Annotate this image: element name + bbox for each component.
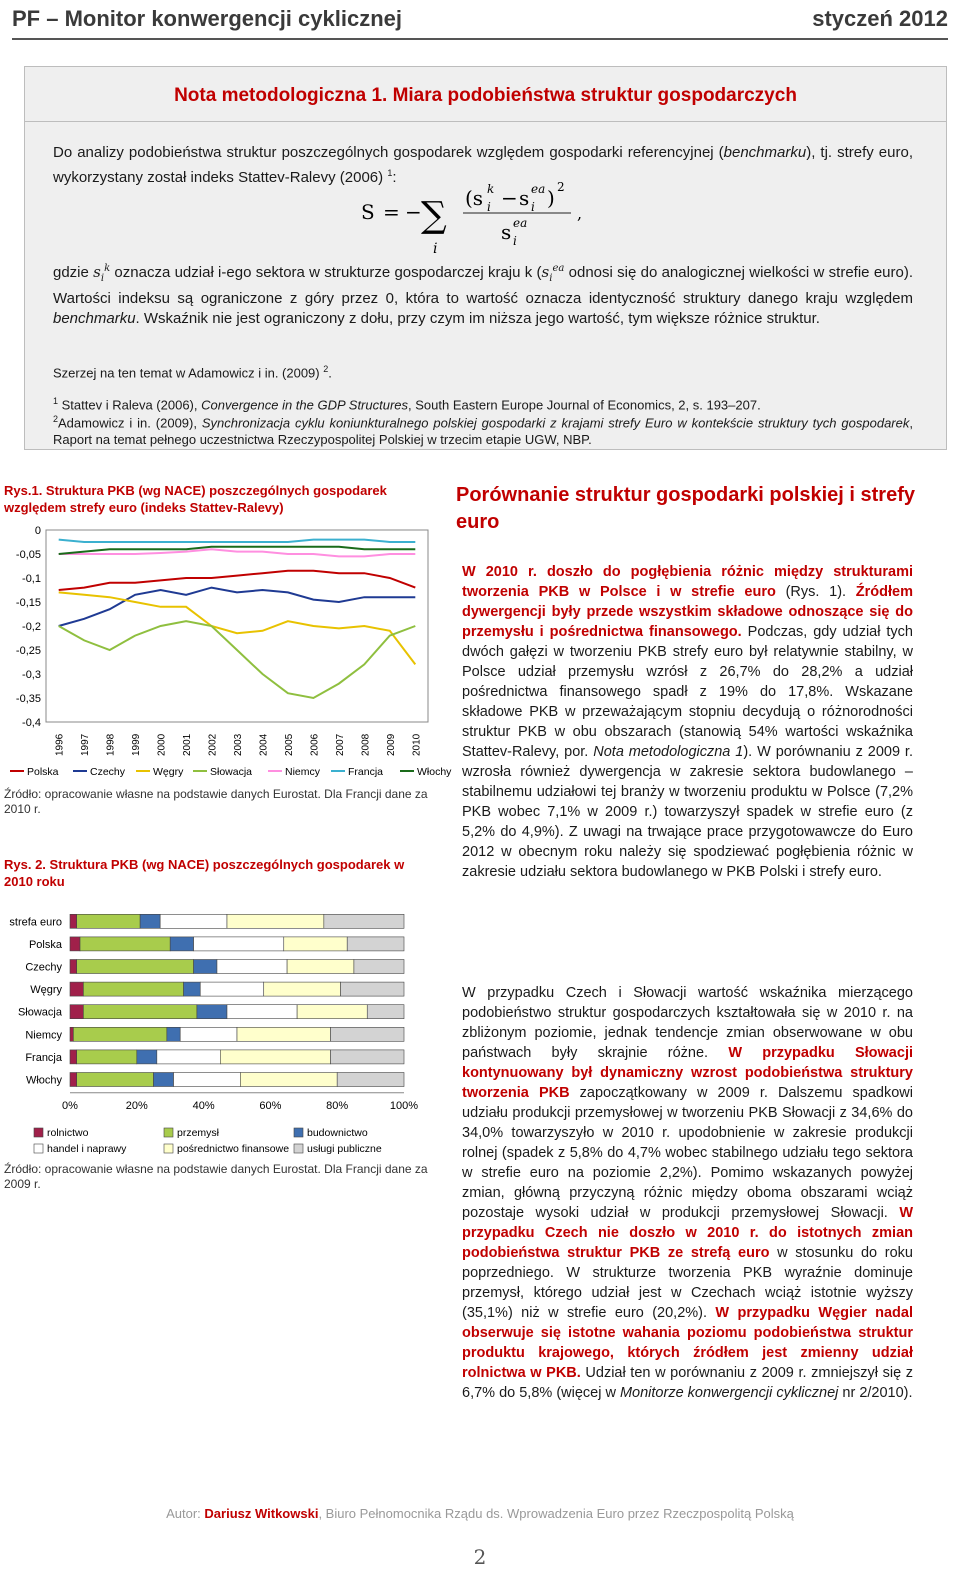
legend-label: usługi publiczne — [307, 1143, 382, 1155]
formula-k: k — [487, 182, 495, 196]
bar-segment-rolnictwo — [70, 937, 80, 951]
page-footer — [0, 1506, 960, 1521]
y-tick-label: -0,3 — [22, 669, 41, 681]
bar-segment-rolnictwo — [70, 960, 77, 974]
text-run: W przypadku Słowacji kontynuowany był dynamiczny wzrost podobieństwa struktury tworzenia PKB — [462, 1045, 913, 1101]
bar-segment-rolnictwo — [70, 1027, 73, 1041]
footnote-text: Adamowicz i in. (2009), — [58, 415, 197, 431]
legend-label: Polska — [27, 766, 59, 778]
legend-label: Słowacja — [210, 766, 253, 778]
text-run: Podczas, gdy udział tych dwóch gałęzi w tworzeniu PKB strefy euro był relatywnie stabilny, w Polsce udział przemysłu wzrósł z 26,7% do 28,2% a udział pośrednictwa finansowego spadł z 19% do 17,8%. Wskazane składowe PKB w przeważającym stopniu decydują o różnorodności struktur PKB w obu obszarach (stanowią 54% wartości wskaźnika Stattev-Ralevy, por. — [462, 624, 913, 760]
category-label: Polska — [28, 938, 62, 951]
plot-area — [46, 530, 428, 722]
bar-segment-pośrednictwo finansowe — [297, 1005, 367, 1019]
y-tick-label: -0,05 — [15, 549, 41, 561]
formula-minus: − — [405, 200, 422, 224]
symbol-s-ea: $s_i^{ea}$ — [541, 263, 565, 284]
formula-denominator: s — [501, 220, 512, 244]
note-text: : — [392, 169, 397, 186]
note-text-italic: benchmarku — [53, 310, 136, 327]
legend-label: Włochy — [417, 766, 452, 778]
text-run: Udział ten w porównaniu z 2009 r. zmniejszył się z 6,7% do 5,8% (więcej w — [462, 1365, 913, 1401]
bar-segment-handel i naprawy — [180, 1027, 237, 1041]
bar-segment-przemysł — [77, 1050, 137, 1064]
x-tick-label: 40% — [192, 1099, 215, 1112]
text-run: Monitorze konwergencji cyklicznej — [619, 1385, 839, 1401]
legend-label: Francja — [348, 766, 384, 778]
x-tick-label: 80% — [326, 1099, 349, 1112]
category-label: Niemcy — [25, 1029, 62, 1042]
bar-segment-budownictwo — [154, 1073, 174, 1087]
bar-segment-budownictwo — [167, 1027, 180, 1041]
analysis-paragraph-1 — [462, 562, 913, 882]
page-number: 2 — [473, 1545, 487, 1569]
bar-segment-usługi publiczne — [331, 1027, 404, 1041]
text-run: (Rys. 1). — [775, 584, 856, 600]
bar-segment-usługi publiczne — [331, 1050, 404, 1064]
formula-close-paren: ) — [547, 186, 555, 210]
footnote-text: , Raport na temat pełnego uczestnictwa Rzeczypospolitej Polskiej w trzecim etapie UGW, NBP. — [53, 415, 913, 448]
bar-segment-pośrednictwo finansowe — [237, 1027, 331, 1041]
bar-segment-pośrednictwo finansowe — [220, 1050, 330, 1064]
legend-label: handel i naprawy — [47, 1143, 127, 1155]
text-run: ). W porównaniu z 2009 r. wzrosła również dywergencja w zakresie sektora budowlanego – stabilnemu udziałowi tej branży w tworzeniu produktu w Polsce (7,2% PKB wobec 7,1% w 2009 r.) towarzyszył spadek w strefie euro (z 5,2% do 4,9%). Z uwagi na trwające prace przygotowawcze do Euro 2012 w obecnym roku należy się spodziewać pogłębienia różnic w zakresie udziału sektora budowlanego w PKB Polski i strefy euro. — [462, 744, 913, 880]
note-text: oznacza udział i-ego sektora w strukturze gospodarczej kraju k ( — [114, 264, 542, 281]
footnote-ref: 2 — [323, 364, 329, 374]
footnote-2 — [53, 411, 913, 448]
note-text: . Wskaźnik nie jest ograniczony z dołu, przy czym im niższa jego wartość, tym większe różnice struktur. — [135, 310, 820, 327]
legend-label: budownictwo — [307, 1127, 368, 1139]
bar-segment-handel i naprawy — [174, 1073, 241, 1087]
bar-segment-usługi publiczne — [347, 937, 404, 951]
bar-segment-handel i naprawy — [160, 914, 227, 928]
x-tick-label: 1998 — [105, 733, 117, 756]
formula-numerator: (s — [465, 186, 484, 210]
bar-segment-handel i naprawy — [194, 937, 284, 951]
y-tick-label: -0,15 — [15, 597, 41, 609]
bar-segment-usługi publiczne — [367, 1005, 404, 1019]
bar-segment-budownictwo — [140, 914, 160, 928]
bar-segment-usługi publiczne — [324, 914, 404, 928]
y-tick-label: -0,4 — [22, 717, 41, 729]
line-chart-stattev-raleva — [4, 520, 452, 788]
x-tick-label: 1997 — [80, 733, 92, 756]
footnote-text: , South Eastern Europe Journal of Economics, 2, s. 193–207. — [408, 397, 761, 413]
y-tick-label: -0,1 — [22, 573, 41, 585]
formula-s-ea: s — [519, 186, 530, 210]
stattev-raleva-formula — [361, 177, 621, 257]
text-run: W przypadku Węgier nadal obserwuje się istotne wahania poziomu podobieństwa struktur produktu krajowego, których źródłem jest zmienny udział rolnictwa w PKB. — [462, 1305, 913, 1381]
text-run: w stosunku do roku poprzedniego. W strukturze tworzenia PKB wyraźnie dominuje przemysł, którego udział jest w Czechach wciąż istotnie wyższy (35,1%) niż w strefie euro (20,2%). — [462, 1245, 913, 1321]
bar-segment-przemysł — [80, 937, 170, 951]
bar-segment-rolnictwo — [70, 1073, 77, 1087]
x-tick-label: 2002 — [207, 733, 219, 756]
legend-swatch — [34, 1144, 43, 1153]
header-date: styczeń 2012 — [812, 6, 948, 31]
x-tick-label: 2010 — [411, 733, 423, 756]
x-tick-label: 2009 — [385, 733, 397, 756]
note-paragraph-definition — [53, 259, 913, 329]
note-text: odnosi się do analogicznej wielkości w strefie euro). Wartości indeksu są ograniczone z góry przez 0, która to wartość oznacza identyczność struktury danego kraju względem — [53, 264, 913, 307]
formula-square: 2 — [557, 180, 565, 194]
x-tick-label: 2008 — [360, 733, 372, 756]
methodology-note-box — [24, 66, 947, 450]
y-tick-label: 0 — [34, 525, 41, 537]
legend-swatch — [294, 1128, 303, 1137]
category-label: Węgry — [30, 984, 62, 997]
bar-segment-handel i naprawy — [157, 1050, 220, 1064]
text-run: nr 2/2010). — [838, 1385, 913, 1401]
header-divider — [12, 38, 948, 40]
x-tick-label: 2003 — [233, 733, 244, 756]
page-header — [12, 6, 948, 36]
bar-segment-pośrednictwo finansowe — [240, 1073, 337, 1087]
text-run: Źródłem dywergencji były przede wszystkim składowe odnoszące się do przemysłu i pośrednictwa finansowego. — [462, 584, 913, 640]
footnote-text: Stattev i Raleva (2006), — [61, 397, 198, 413]
figure-1-source: Źródło: opracowanie własne na podstawie danych Eurostat. Dla Francji dane za 2010 r. — [4, 787, 428, 816]
figure-2-title: Rys. 2. Struktura PKB (wg NACE) poszczególnych gospodarek w 2010 roku — [4, 857, 405, 889]
bar-segment-rolnictwo — [70, 1005, 83, 1019]
legend-swatch — [34, 1128, 43, 1137]
note-divider — [25, 121, 946, 122]
note-text: gdzie — [53, 264, 89, 281]
text-run: zapoczątkowany w 2009 r. Dalszemu spadkowi udziału produkcji przemysłowej w tworzeniu PKB Słowacji z 34,6% do 34,0% towarzyszyło w 2010 r. upodobnienie w zakresie produkcji rolnej (spadek z 5,8% do 4,7% wobec stabilnego udziału tego sektora w strefie euro na poziomie 2,2%). Pomimo wskazanych powyżej zmian, główną przyczyną różnic między oboma obszarami wciąż pozostaje wysoki udział w produkcji przemysłowej Słowacji. — [462, 1085, 913, 1221]
bar-segment-przemysł — [73, 1027, 167, 1041]
figure-1-title: Rys.1. Struktura PKB (wg NACE) poszczególnych gospodarek względem strefy euro (indeks Stattev-Ralevy) — [4, 483, 387, 515]
formula-ea2: ea — [513, 216, 528, 230]
note-text-italic: benchmarku — [723, 144, 807, 161]
text-run: W przypadku Czech nie doszło w 2010 r. do istotnych zmian podobieństwa struktur PKB ze strefą euro — [462, 1205, 913, 1261]
figure-2-source: Źródło: opracowanie własne na podstawie danych Eurostat. Dla Francji dane za 2009 r. — [4, 1162, 428, 1191]
x-tick-label: 0% — [62, 1099, 78, 1112]
bar-segment-usługi publiczne — [341, 982, 404, 996]
bar-segment-usługi publiczne — [354, 960, 404, 974]
footer-author: Dariusz Witkowski — [204, 1506, 319, 1521]
y-tick-label: -0,25 — [15, 645, 41, 657]
x-tick-label: 2004 — [258, 733, 270, 756]
x-tick-label: 20% — [125, 1099, 148, 1112]
footnote-marker: 2 — [53, 414, 59, 424]
text-run: W przypadku Czech i Słowacji wartość wskaźnika mierzącego podobieństwo struktur gospodarczych kształtowała się w 2010 r. na zbliżonym poziomie, jednak tendencje zmian obserwowane w obu państwach były skrajnie różne. — [462, 985, 913, 1061]
legend-label: przemysł — [177, 1127, 220, 1139]
legend-swatch — [164, 1128, 173, 1137]
y-tick-label: -0,2 — [22, 621, 41, 633]
legend-label: Węgry — [153, 766, 184, 778]
formula-sigma: ∑ — [421, 195, 447, 236]
category-label: Czechy — [25, 961, 62, 974]
header-title: PF – Monitor konwergencji cyklicznej — [12, 6, 402, 31]
bar-segment-handel i naprawy — [227, 1005, 297, 1019]
bar-segment-przemysł — [77, 1073, 154, 1087]
bar-segment-przemysł — [77, 960, 194, 974]
bar-segment-handel i naprawy — [217, 960, 287, 974]
footnote-ref: 1 — [387, 168, 393, 178]
category-label: strefa euro — [9, 916, 62, 929]
x-tick-label: 2006 — [309, 733, 321, 756]
bar-segment-przemysł — [77, 914, 140, 928]
bar-segment-rolnictwo — [70, 1050, 77, 1064]
bar-segment-przemysł — [83, 1005, 197, 1019]
footer-suffix: , Biuro Pełnomocnika Rządu ds. Wprowadzenia Euro przez Rzeczpospolitą Polską — [318, 1506, 794, 1521]
footnote-italic: Synchronizacja cyklu koniunkturalnego polskiej gospodarki z krajami strefy Euro w kontekście struktury tych gospodarek — [201, 415, 910, 431]
bar-segment-pośrednictwo finansowe — [264, 982, 341, 996]
note-text: Do analizy podobieństwa struktur poszczególnych gospodarek względem gospodarki referencyjnej ( — [53, 144, 724, 161]
note-text: Szerzej na ten temat w Adamowicz i in. (2009) — [53, 365, 320, 381]
formula-sub-i2: i — [531, 200, 535, 214]
legend-label: rolnictwo — [47, 1127, 89, 1139]
bar-segment-budownictwo — [194, 960, 217, 974]
formula-ea: ea — [531, 182, 546, 196]
symbol-s-k: $s_i^k$ — [93, 263, 111, 284]
legend-swatch — [294, 1144, 303, 1153]
legend-label: Czechy — [90, 766, 126, 778]
bar-segment-handel i naprawy — [200, 982, 263, 996]
text-run: W 2010 r. doszło do pogłębienia różnic między strukturami tworzenia PKB w Polsce i w strefie euro — [462, 564, 913, 600]
stacked-bar-chart-gdp-structure — [4, 900, 436, 1160]
bar-segment-przemysł — [83, 982, 183, 996]
category-label: Francja — [25, 1051, 62, 1064]
bar-segment-rolnictwo — [70, 982, 83, 996]
y-tick-label: -0,35 — [15, 693, 41, 705]
bar-segment-rolnictwo — [70, 914, 77, 928]
footnote-italic: Convergence in the GDP Structures — [201, 397, 409, 413]
footnote-marker: 1 — [53, 396, 59, 406]
note-text: ), tj. strefy euro, wykorzystany został indeks Stattev-Ralevy (2006) — [53, 144, 913, 186]
x-tick-label: 2007 — [334, 733, 346, 756]
category-label: Słowacja — [17, 1006, 62, 1019]
legend-swatch — [164, 1144, 173, 1153]
note-further-reading: Szerzej na ten temat w Adamowicz i in. (2009) $^2$. — [53, 364, 332, 381]
formula-index: i — [433, 241, 438, 257]
section-title: Porównanie struktur gospodarki polskiej i strefy euro — [456, 484, 915, 533]
footer-prefix: Autor: — [166, 1506, 205, 1521]
bar-segment-pośrednictwo finansowe — [284, 937, 347, 951]
formula-sub-i3: i — [513, 234, 517, 248]
x-tick-label: 100% — [389, 1099, 419, 1112]
x-tick-label: 2000 — [156, 733, 168, 756]
formula-eq: = — [383, 200, 400, 224]
note-title: Nota metodologiczna 1. Miara podobieństwa struktur gospodarczych — [174, 85, 797, 106]
bar-segment-budownictwo — [197, 1005, 227, 1019]
x-tick-label: 2005 — [283, 733, 295, 756]
bar-segment-usługi publiczne — [337, 1073, 404, 1087]
analysis-paragraph-2 — [462, 983, 913, 1403]
bar-segment-budownictwo — [137, 1050, 157, 1064]
formula-minus2: − — [501, 186, 518, 210]
formula-comma: , — [577, 204, 583, 223]
legend-label: Niemcy — [285, 766, 321, 778]
text-run: Nota metodologiczna 1 — [593, 744, 744, 760]
x-tick-label: 1999 — [131, 733, 143, 756]
bar-segment-budownictwo — [170, 937, 193, 951]
bar-segment-pośrednictwo finansowe — [287, 960, 354, 974]
x-tick-label: 1996 — [54, 733, 66, 756]
x-tick-label: 60% — [259, 1099, 282, 1112]
bar-segment-pośrednictwo finansowe — [227, 914, 324, 928]
category-label: Włochy — [25, 1074, 62, 1087]
bar-segment-budownictwo — [184, 982, 201, 996]
legend-label: pośrednictwo finansowe — [177, 1143, 290, 1155]
x-tick-label: 2001 — [182, 733, 194, 756]
formula-sub-i: i — [487, 200, 491, 214]
formula-S: S — [361, 200, 375, 224]
